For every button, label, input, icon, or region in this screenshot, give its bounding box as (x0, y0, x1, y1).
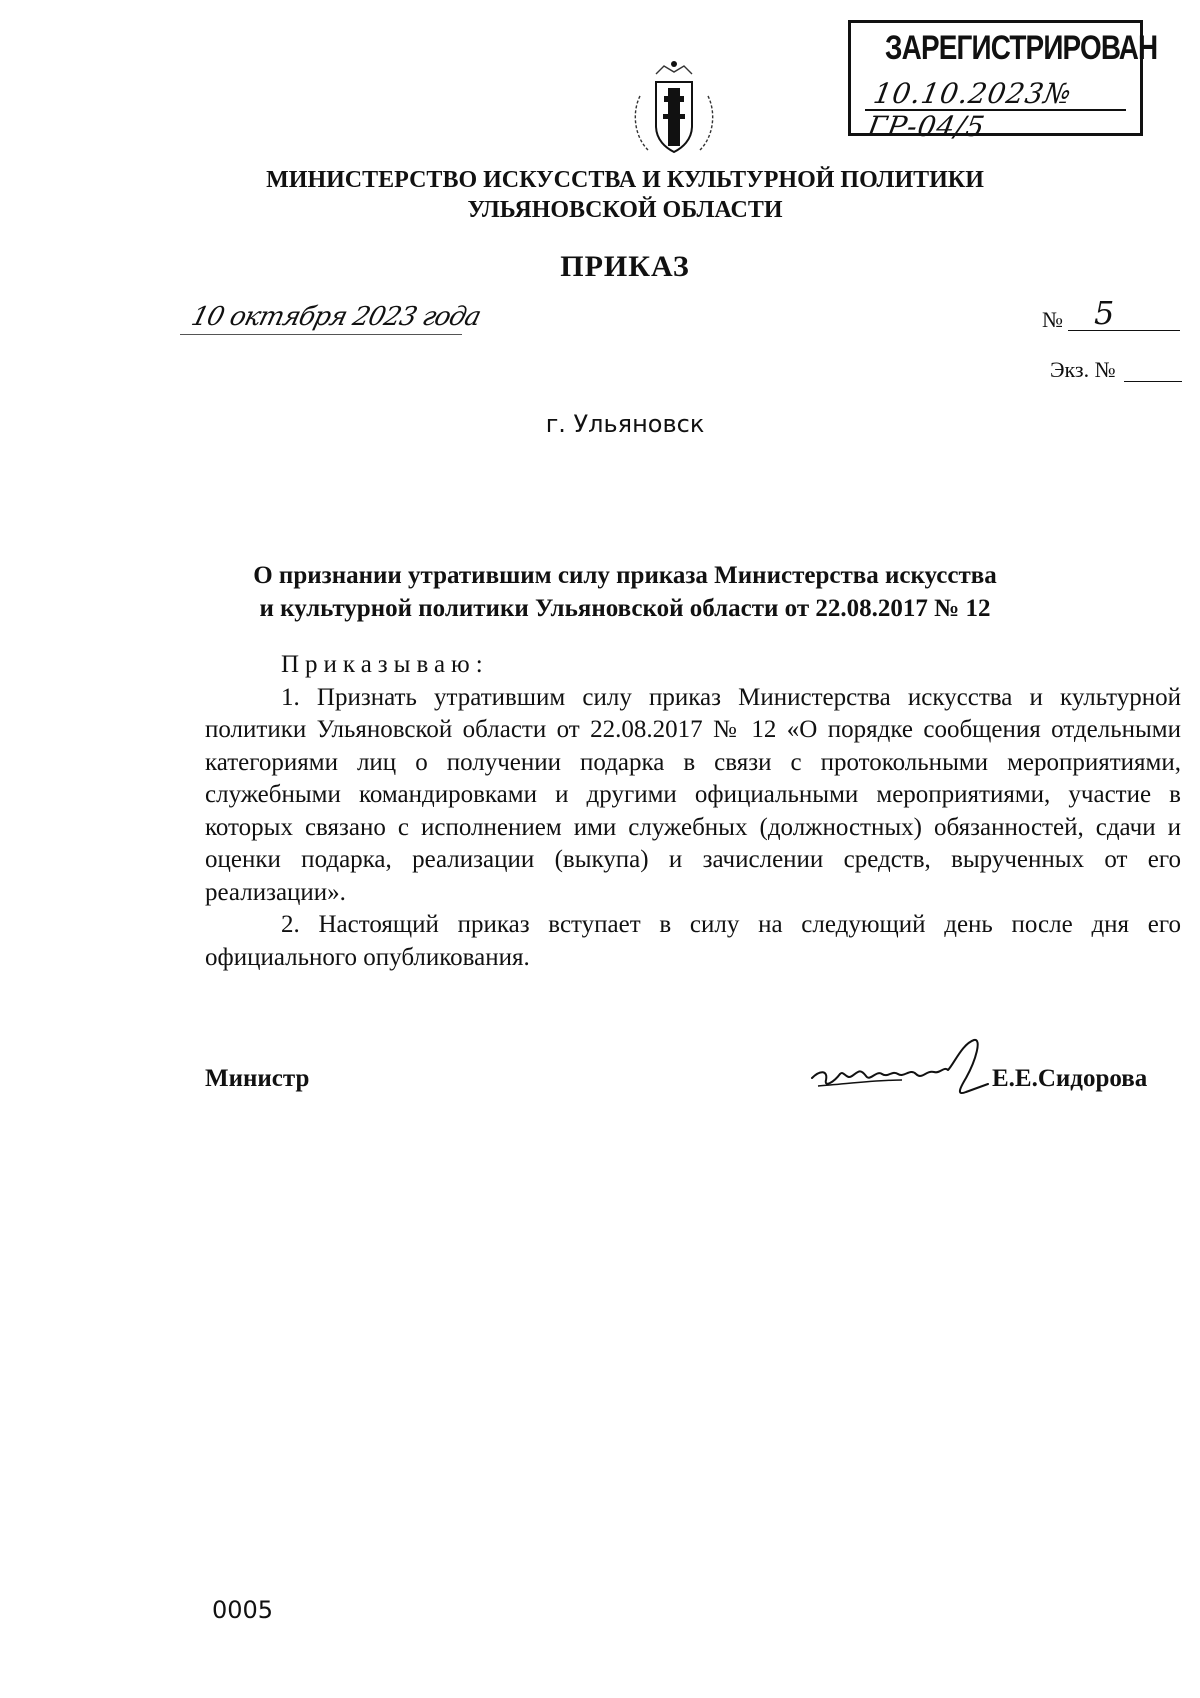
handwritten-signature (806, 1030, 991, 1110)
document-type-title: ПРИКАЗ (560, 250, 690, 283)
number-label: № (1042, 307, 1063, 332)
stamp-handwritten-registration: 10.10.2023№ ГР-04/5 (865, 77, 1075, 143)
document-code: 0005 (212, 1596, 274, 1624)
date-underline (180, 334, 462, 335)
number-underline (1068, 330, 1180, 331)
stamp-underline (865, 109, 1126, 111)
copy-number-label: Экз. № (1050, 357, 1116, 382)
subject-line2: и культурной политики Ульяновской области от 22.08.2017 № 12 (259, 595, 991, 622)
handwritten-date: 10 октября 2023 года (188, 302, 484, 332)
ministry-name-line2: УЛЬЯНОВСКОЙ ОБЛАСТИ (467, 197, 783, 223)
copy-number-underline (1124, 381, 1182, 382)
city-name: г. Ульяновск (545, 410, 705, 438)
subject-line1: О признании утратившим силу приказа Министерства искусства (253, 562, 997, 589)
signer-position: Министр (205, 1065, 310, 1092)
order-paragraph-1: 1. Признать утратившим силу приказ Министерства искусства и культурной политики Ульяновской области от 22.08.2017 № 12 «О порядке сообщения отдельными категориями лиц о получении подарка в связи с протокольными мероприятиями, служебными командировками и другими официальными мероприятиями, участие в которых связано с исполнением ими служебных (должностных) обязанностей, сдачи и оценки подарка, реализации (выкупа) и зачислении средств, вырученных от его реализации». (205, 683, 1181, 906)
coat-of-arms-icon (626, 56, 722, 160)
ministry-name-line1: МИНИСТЕРСТВО ИСКУССТВА И КУЛЬТУРНОЙ ПОЛИТИКИ (266, 167, 984, 193)
stamp-title: ЗАРЕГИСТРИРОВАН (885, 29, 1158, 67)
signer-name: Е.Е.Сидорова (992, 1065, 1148, 1092)
handwritten-number: 5 (1094, 294, 1115, 332)
order-directive-word: Приказываю: (281, 651, 489, 678)
registration-stamp (848, 20, 1158, 143)
order-paragraph-2: 2. Настоящий приказ вступает в силу на следующий день после дня его официального опубликования. (205, 911, 1181, 971)
order-body (205, 649, 1181, 974)
